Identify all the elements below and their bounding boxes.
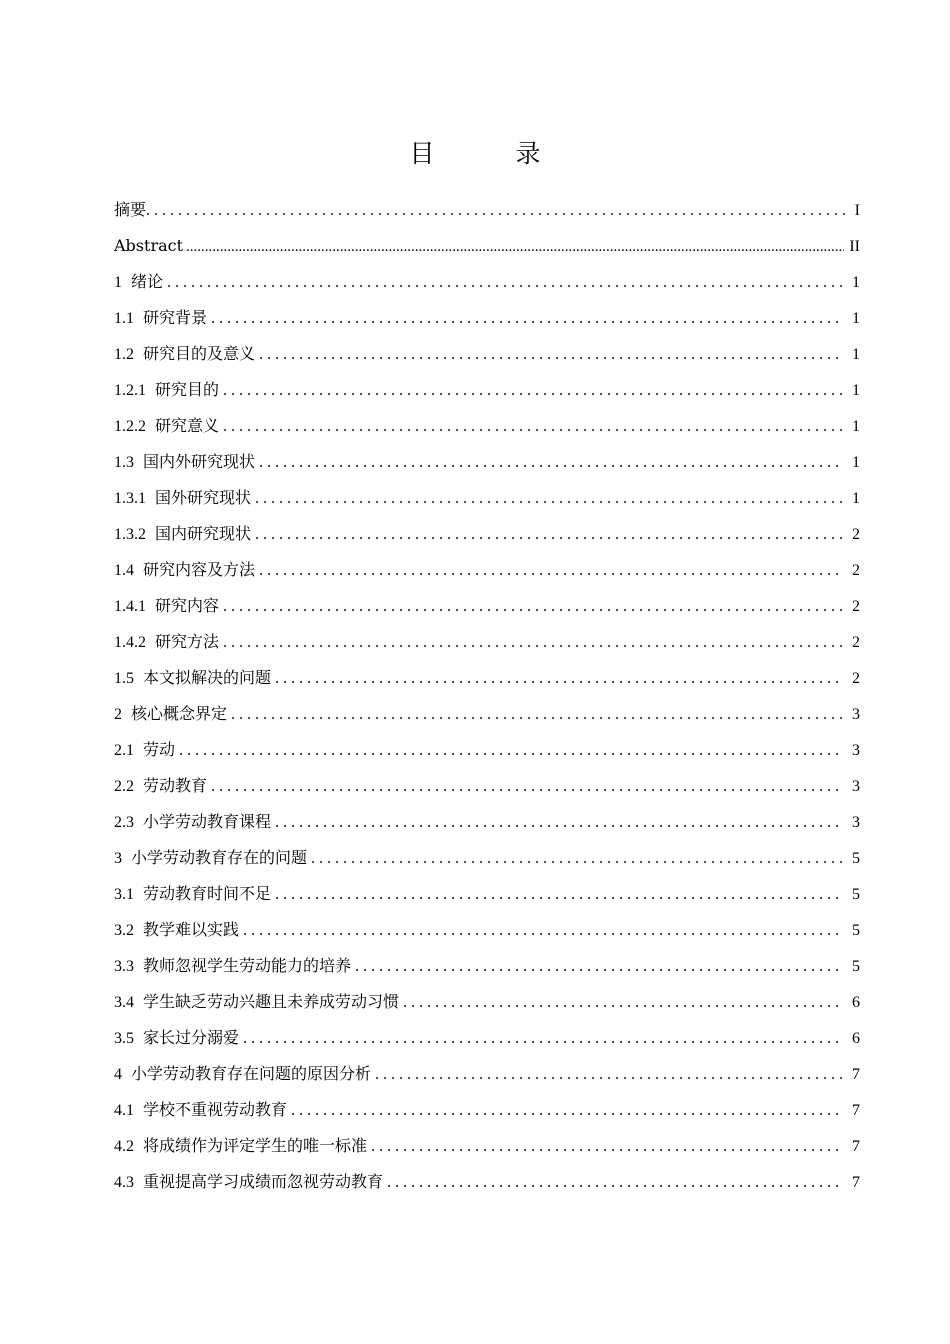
toc-entry-page-number: 1 xyxy=(852,418,860,435)
toc-entry-number: 3.5 xyxy=(114,1030,134,1047)
toc-entry[interactable] xyxy=(114,804,860,840)
toc-entry-title: 国内外研究现状 xyxy=(143,452,256,471)
toc-title: 目 录 xyxy=(409,139,569,168)
toc-entry-number: 2.1 xyxy=(114,742,134,759)
toc-entry-page-number: 6 xyxy=(852,994,860,1011)
toc-dot-leader xyxy=(275,805,844,841)
toc-dot-leader xyxy=(275,877,844,913)
toc-entry-title: 教师忽视学生劳动能力的培养 xyxy=(143,956,352,975)
toc-entry-page-number: 5 xyxy=(852,886,860,903)
toc-entry-page-number: 6 xyxy=(852,1030,860,1047)
toc-dot-leader xyxy=(275,661,844,697)
toc-entry-page-number: 3 xyxy=(852,742,860,759)
toc-entry-number: 1.4.2 xyxy=(114,634,146,651)
toc-entry-number: 3.2 xyxy=(114,922,134,939)
toc-dot-leader xyxy=(375,1057,844,1093)
toc-entry-page-number: 1 xyxy=(852,274,860,291)
toc-entry[interactable] xyxy=(114,696,860,732)
toc-entry-page-number: II xyxy=(849,238,860,255)
toc-entry-page-number: 1 xyxy=(852,454,860,471)
toc-entry[interactable] xyxy=(114,840,860,876)
toc-entry-page-number: 7 xyxy=(852,1102,860,1119)
toc-entry-title: 学校不重视劳动教育 xyxy=(143,1100,288,1119)
toc-entry[interactable] xyxy=(114,624,860,660)
toc-entry[interactable] xyxy=(114,984,860,1020)
toc-entry-number: 4 xyxy=(114,1066,122,1083)
toc-entry-number: 3 xyxy=(114,850,122,867)
toc-entry-number: 1.4.1 xyxy=(114,598,146,615)
toc-dot-leader xyxy=(146,193,848,229)
toc-entry[interactable] xyxy=(114,948,860,984)
toc-entry-number: 4.3 xyxy=(114,1174,134,1191)
toc-dot-leader xyxy=(223,409,844,445)
toc-dot-leader xyxy=(355,949,844,985)
toc-dot-leader xyxy=(167,265,844,301)
toc-dot-leader xyxy=(223,589,844,625)
toc-entry-title: 小学劳动教育课程 xyxy=(143,812,272,831)
toc-entry-page-number: 2 xyxy=(852,670,860,687)
toc-entry-number: 1.3.2 xyxy=(114,526,146,543)
toc-dot-leader xyxy=(259,337,844,373)
toc-entry[interactable] xyxy=(114,588,860,624)
toc-entry-title: 核心概念界定 xyxy=(131,704,228,723)
toc-entry-number: 1 xyxy=(114,274,122,291)
toc-entry-number: 1.3 xyxy=(114,454,134,471)
toc-entry-page-number: 3 xyxy=(852,706,860,723)
toc-entry-title: 劳动教育时间不足 xyxy=(143,884,272,903)
toc-entry[interactable] xyxy=(114,1092,860,1128)
toc-entry-title: 国内研究现状 xyxy=(155,524,252,543)
toc-entry-title: 绪论 xyxy=(131,272,164,291)
toc-entry-page-number: 2 xyxy=(852,526,860,543)
toc-dot-leader xyxy=(223,625,844,661)
toc-entry-title: 劳动 xyxy=(143,740,176,759)
toc-entry-number: 3.3 xyxy=(114,958,134,975)
toc-entry[interactable] xyxy=(114,372,860,408)
toc-entry-number: 2 xyxy=(114,706,122,723)
toc-entry-page-number: 1 xyxy=(852,490,860,507)
toc-dot-leader xyxy=(186,229,844,265)
toc-entry-page-number: 1 xyxy=(852,382,860,399)
toc-entry[interactable] xyxy=(114,912,860,948)
toc-entry-number: 1.5 xyxy=(114,670,134,687)
toc-entry-title: 研究方法 xyxy=(155,632,220,651)
toc-dot-leader xyxy=(255,481,844,517)
toc-entry-number: 1.2.2 xyxy=(114,418,146,435)
toc-entry[interactable] xyxy=(114,408,860,444)
toc-entry[interactable] xyxy=(114,336,860,372)
toc-entry[interactable] xyxy=(114,516,860,552)
toc-entry-title: 本文拟解决的问题 xyxy=(143,668,272,687)
toc-entry-number: 1.1 xyxy=(114,310,134,327)
toc-entry-number: 4.2 xyxy=(114,1138,134,1155)
toc-entry-title: 研究目的及意义 xyxy=(143,344,256,363)
toc-entry-page-number: 2 xyxy=(852,598,860,615)
toc-dot-leader xyxy=(223,373,844,409)
toc-entry[interactable] xyxy=(114,768,860,804)
toc-entry-number: 3.1 xyxy=(114,886,134,903)
toc-entry-page-number: 7 xyxy=(852,1066,860,1083)
toc-entry-title: 研究背景 xyxy=(143,308,208,327)
toc-entry-page-number: 3 xyxy=(852,814,860,831)
toc-entry[interactable] xyxy=(114,192,860,228)
toc-entry-page-number: 7 xyxy=(852,1174,860,1191)
toc-entry[interactable] xyxy=(114,552,860,588)
toc-dot-leader xyxy=(179,733,844,769)
toc-dot-leader xyxy=(255,517,844,553)
toc-entry-page-number: 7 xyxy=(852,1138,860,1155)
toc-entry-title: 家长过分溺爱 xyxy=(143,1028,240,1047)
toc-entry[interactable] xyxy=(114,264,860,300)
toc-entry[interactable] xyxy=(114,876,860,912)
toc-entry-number: 2.2 xyxy=(114,778,134,795)
toc-dot-leader xyxy=(259,553,844,589)
toc-entry-title: Abstract xyxy=(114,236,184,255)
toc-entry-number: 1.3.1 xyxy=(114,490,146,507)
toc-entry-title: 国外研究现状 xyxy=(155,488,252,507)
toc-dot-leader xyxy=(243,913,844,949)
toc-entry-title: 摘要 xyxy=(114,200,147,219)
toc-entry[interactable] xyxy=(114,300,860,336)
toc-entry-title: 重视提高学习成绩而忽视劳动教育 xyxy=(143,1172,384,1191)
toc-dot-leader xyxy=(211,769,844,805)
toc-entry-page-number: 5 xyxy=(852,850,860,867)
toc-dot-leader xyxy=(403,985,844,1021)
toc-entry[interactable] xyxy=(114,444,860,480)
table-of-contents xyxy=(114,192,860,1200)
toc-dot-leader xyxy=(387,1165,844,1201)
toc-entry-title: 教学难以实践 xyxy=(143,920,240,939)
toc-entry-title: 将成绩作为评定学生的唯一标准 xyxy=(143,1136,368,1155)
toc-dot-leader xyxy=(243,1021,844,1057)
toc-entry-page-number: 1 xyxy=(852,346,860,363)
toc-entry-page-number: I xyxy=(854,202,860,219)
toc-entry[interactable] xyxy=(114,1164,860,1200)
toc-entry-number: 1.4 xyxy=(114,562,134,579)
toc-dot-leader xyxy=(371,1129,844,1165)
toc-entry-title: 研究目的 xyxy=(155,380,220,399)
toc-entry-title: 学生缺乏劳动兴趣且未养成劳动习惯 xyxy=(143,992,400,1011)
toc-entry-title: 小学劳动教育存在问题的原因分析 xyxy=(131,1064,372,1083)
toc-entry-title: 劳动教育 xyxy=(143,776,208,795)
toc-entry-page-number: 2 xyxy=(852,634,860,651)
toc-entry-number: 2.3 xyxy=(114,814,134,831)
toc-entry-title: 小学劳动教育存在的问题 xyxy=(131,848,308,867)
toc-dot-leader xyxy=(291,1093,844,1129)
toc-dot-leader xyxy=(211,301,844,337)
toc-dot-leader xyxy=(231,697,844,733)
toc-entry-number: 1.2.1 xyxy=(114,382,146,399)
toc-entry-title: 研究内容 xyxy=(155,596,220,615)
toc-entry[interactable] xyxy=(114,732,860,768)
toc-entry-page-number: 5 xyxy=(852,958,860,975)
toc-entry[interactable] xyxy=(114,1128,860,1164)
toc-entry[interactable] xyxy=(114,660,860,696)
toc-entry[interactable] xyxy=(114,1056,860,1092)
toc-entry-page-number: 1 xyxy=(852,310,860,327)
toc-entry-number: 1.2 xyxy=(114,346,134,363)
toc-entry-title: 研究意义 xyxy=(155,416,220,435)
toc-entry-title: 研究内容及方法 xyxy=(143,560,256,579)
toc-dot-leader xyxy=(311,841,844,877)
toc-entry[interactable] xyxy=(114,480,860,516)
toc-entry[interactable] xyxy=(114,1020,860,1056)
toc-entry-page-number: 3 xyxy=(852,778,860,795)
toc-entry-page-number: 2 xyxy=(852,562,860,579)
toc-entry-page-number: 5 xyxy=(852,922,860,939)
toc-dot-leader xyxy=(259,445,844,481)
toc-entry[interactable] xyxy=(114,228,860,264)
toc-entry-number: 4.1 xyxy=(114,1102,134,1119)
toc-entry-number: 3.4 xyxy=(114,994,134,1011)
